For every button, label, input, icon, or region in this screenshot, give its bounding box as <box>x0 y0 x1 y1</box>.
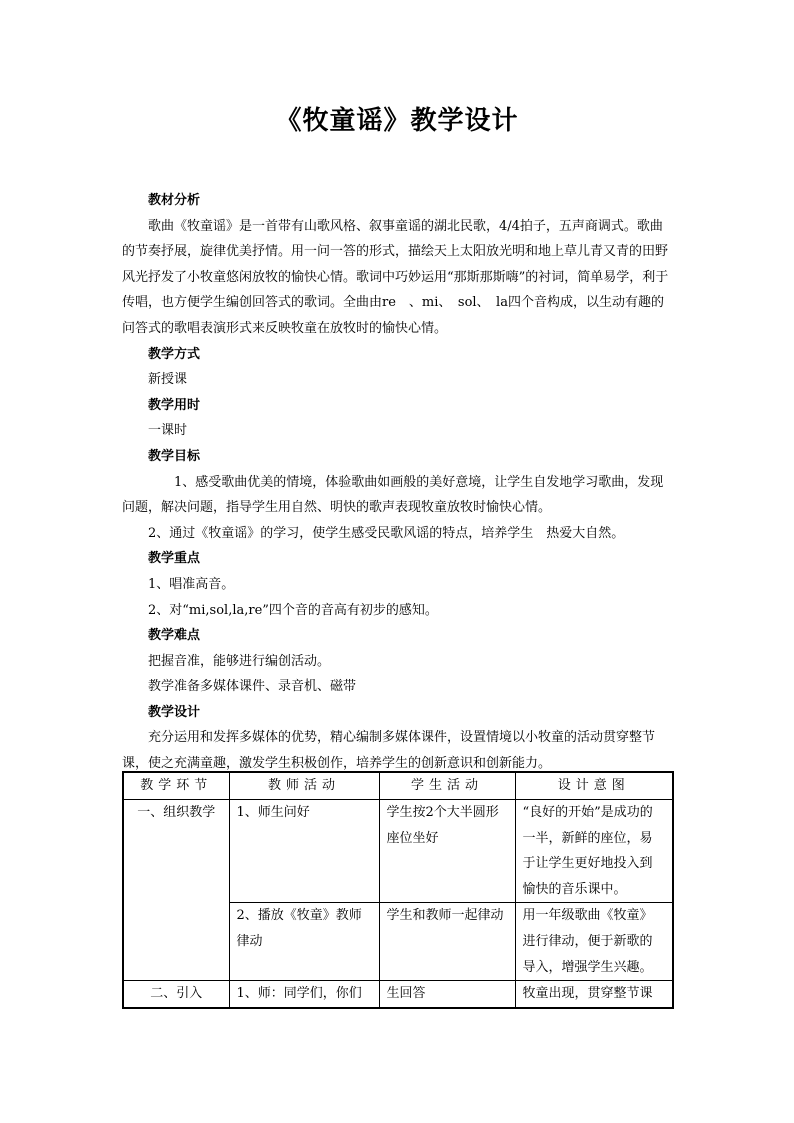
table-row <box>123 800 673 903</box>
key-item-1: 1、唱准高音。 <box>148 576 235 592</box>
time-text: 一课时 <box>148 423 188 439</box>
section-heading-difficulty: 教学难点 <box>148 628 201 644</box>
cell-stage: 二、引入 <box>123 981 229 1008</box>
method-text: 新授课 <box>148 372 188 388</box>
design-paragraph: 充分运用和发挥多媒体的优势，精心编制多媒体课件，设置情境以小牧童的活动贯穿整节课，使之充满童趣，激发学生积极创作，培养学生的创新意识和创新能力。 <box>122 730 656 772</box>
goal-item-1: 1、感受歌曲优美的情境，体验歌曲如画般的美好意境，让学生自发地学习歌曲，发现问题，解决问题，指导学生用自然、明快的歌声表现牧童放牧时愉快心情。 <box>122 474 664 516</box>
cell-stage: 一、组织教学 <box>123 800 229 981</box>
table-row <box>123 981 673 1008</box>
cell-student: 生回答 <box>379 981 515 1008</box>
header-student: 学生活动 <box>379 772 515 800</box>
section-heading-method: 教学方式 <box>148 346 201 362</box>
section-heading-analysis: 教材分析 <box>148 193 201 208</box>
section-heading-goal: 教学目标 <box>148 448 201 464</box>
difficulty-text: 把握音准，能够进行编创活动。 <box>148 653 331 669</box>
cell-student: 学生按2个大半圆形座位坐好 <box>379 800 515 903</box>
section-heading-design: 教学设计 <box>148 704 201 720</box>
cell-student: 学生和教师一起律动 <box>379 903 515 981</box>
lesson-plan-table <box>122 771 674 1009</box>
section-heading-time: 教学用时 <box>148 397 201 413</box>
cell-intent: “良好的开始”是成功的一半，新鲜的座位，易于让学生更好地投入到愉快的音乐课中。 <box>515 800 673 903</box>
table-header-row <box>123 772 673 800</box>
analysis-paragraph: 歌曲《牧童谣》是一首带有山歌风格、叙事童谣的湖北民歌，4/4拍子，五声商调式。歌曲的节奏抒展，旋律优美抒情。用一问一答的形式，描绘天上太阳放光明和地上草儿青又青的田野风光抒发了小牧童悠闲放牧的愉快心情。歌词中巧妙运用“那斯那斯嗨”的衬词，简单易学，利于传唱，也方便学生编创回答式的歌词。全曲由re 、mi、 sol、 la四个音构成，以生动有趣的问答式的歌唱表演形式来反映牧童在放牧时的愉快心情。 <box>122 218 669 336</box>
header-intent: 设计意图 <box>515 772 673 800</box>
cell-teacher: 1、师：同学们，你们 <box>229 981 379 1008</box>
cell-teacher: 1、师生问好 <box>229 800 379 903</box>
header-teacher: 教师活动 <box>229 772 379 800</box>
cell-intent: 牧童出现，贯穿整节课 <box>515 981 673 1008</box>
goal-item-2: 2、通过《牧童谣》的学习，使学生感受民歌风谣的特点，培养学生 热爱大自然。 <box>148 525 625 541</box>
document-title: 《牧童谣》教学设计 <box>275 106 519 136</box>
document-body <box>122 188 672 777</box>
section-heading-key: 教学重点 <box>148 551 201 567</box>
header-stage: 教学环节 <box>123 772 229 800</box>
key-item-2: 2、对“mi,sol,la,re”四个音的音高有初步的感知。 <box>148 602 438 618</box>
cell-intent: 用一年级歌曲《牧童》进行律动，便于新歌的导入，增强学生兴趣。 <box>515 903 673 981</box>
cell-teacher: 2、播放《牧童》教师律动 <box>229 903 379 981</box>
prep-text: 教学准备多媒体课件、录音机、磁带 <box>148 679 357 695</box>
